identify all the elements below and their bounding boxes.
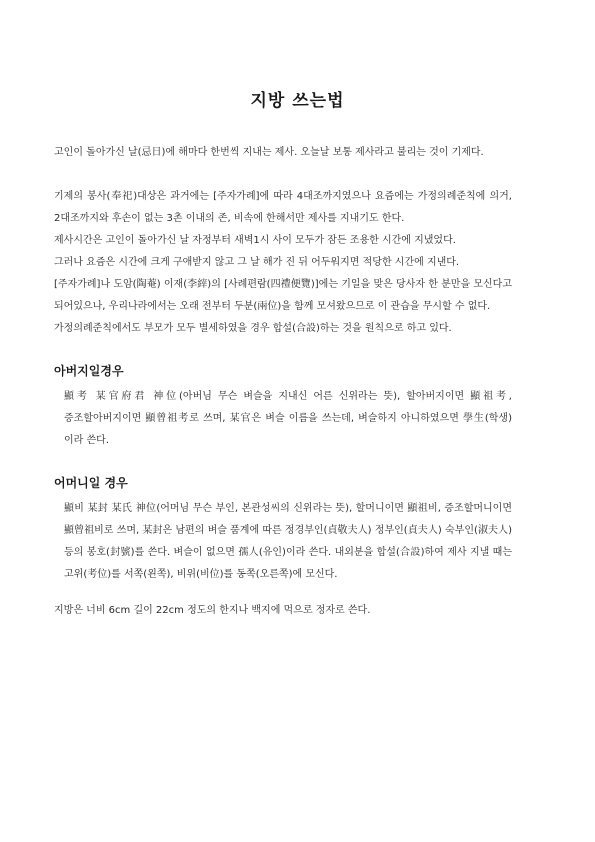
section-mother (54, 474, 512, 586)
body-paragraph: 기제의 봉사(奉祀)대상은 과거에는 [주자가례]에 따라 4대조까지였으나 요즘에는 가정의례준칙에 의거, 2대조까지와 후손이 없는 3촌 이내의 존, 비속에 한해서만 제사를 지내기도 한다. (54, 191, 512, 224)
section-text-father: 顯考 某官府君 神位(아버님 무슨 벼슬을 지내신 어른 신위라는 뜻), 할아버지이면 顯祖考, 증조할아버지이면 顯曾祖考로 쓰며, 某官은 벼슬 이름을 쓰는데, 벼슬하지 아니하였으면 學生(학생)이라 쓴다. (64, 391, 512, 446)
document-body (54, 142, 512, 622)
body-paragraph: [주자가례]나 도암(陶菴) 이재(李縡)의 [사례편람(四禮便覽)]에는 기일을 맞은 당사자 한 분만을 모신다고 되어있으나, 우리나라에서는 오래 전부터 두분(兩位)을 함께 모셔왔으므로 이 관습을 무시할 수 없다. (54, 279, 512, 312)
body-paragraph: 그러나 요즘은 시간에 크게 구애받지 않고 그 날 해가 진 뒤 어두워지면 적당한 시간에 지낸다. (54, 257, 460, 268)
section-heading-mother: 어머니일 경우 (54, 476, 128, 490)
body-paragraph: 가정의례준칙에서도 부모가 모두 별세하였을 경우 합설(合設)하는 것을 원칙으로 하고 있다. (54, 323, 452, 334)
section-father (54, 362, 512, 452)
intro-paragraph: 고인이 돌아가신 날(忌日)에 해마다 한번씩 지내는 제사. 오늘날 보통 제사라고 불리는 것이 기제다. (54, 147, 484, 158)
section-text-mother: 顯비 某封 某氏 神位(어머님 무슨 부인, 본관성씨의 신위라는 뜻), 할머니이면 顯祖비, 증조할머니이면 顯曾祖비로 쓰며, 某封은 남편의 벼슬 품계에 따른 정경부인(貞敬夫人) 정부인(貞夫人) 숙부인(淑夫人) 등의 봉호(封號)를 쓴다. 벼슬이 없으면 孺人(유인)이라 쓴다. 내외분을 합설(合設)하여 제사 지낼 때는 고위(考位)를 서쪽(왼쪽), 비위(비位)를 동쪽(오른쪽)에 모신다. (64, 503, 512, 580)
body-paragraph: 제사시간은 고인이 돌아가신 날 자정부터 새벽1시 사이 모두가 잠든 조용한 시간에 지냈었다. (54, 235, 456, 246)
section-heading-father: 아버지일경우 (54, 364, 124, 378)
spacer (54, 164, 512, 186)
closing-paragraph: 지방은 너비 6cm 길이 22cm 정도의 한지나 백지에 먹으로 정자로 쓴다. (54, 605, 371, 616)
page-title: 지방 쓰는법 (250, 91, 345, 111)
